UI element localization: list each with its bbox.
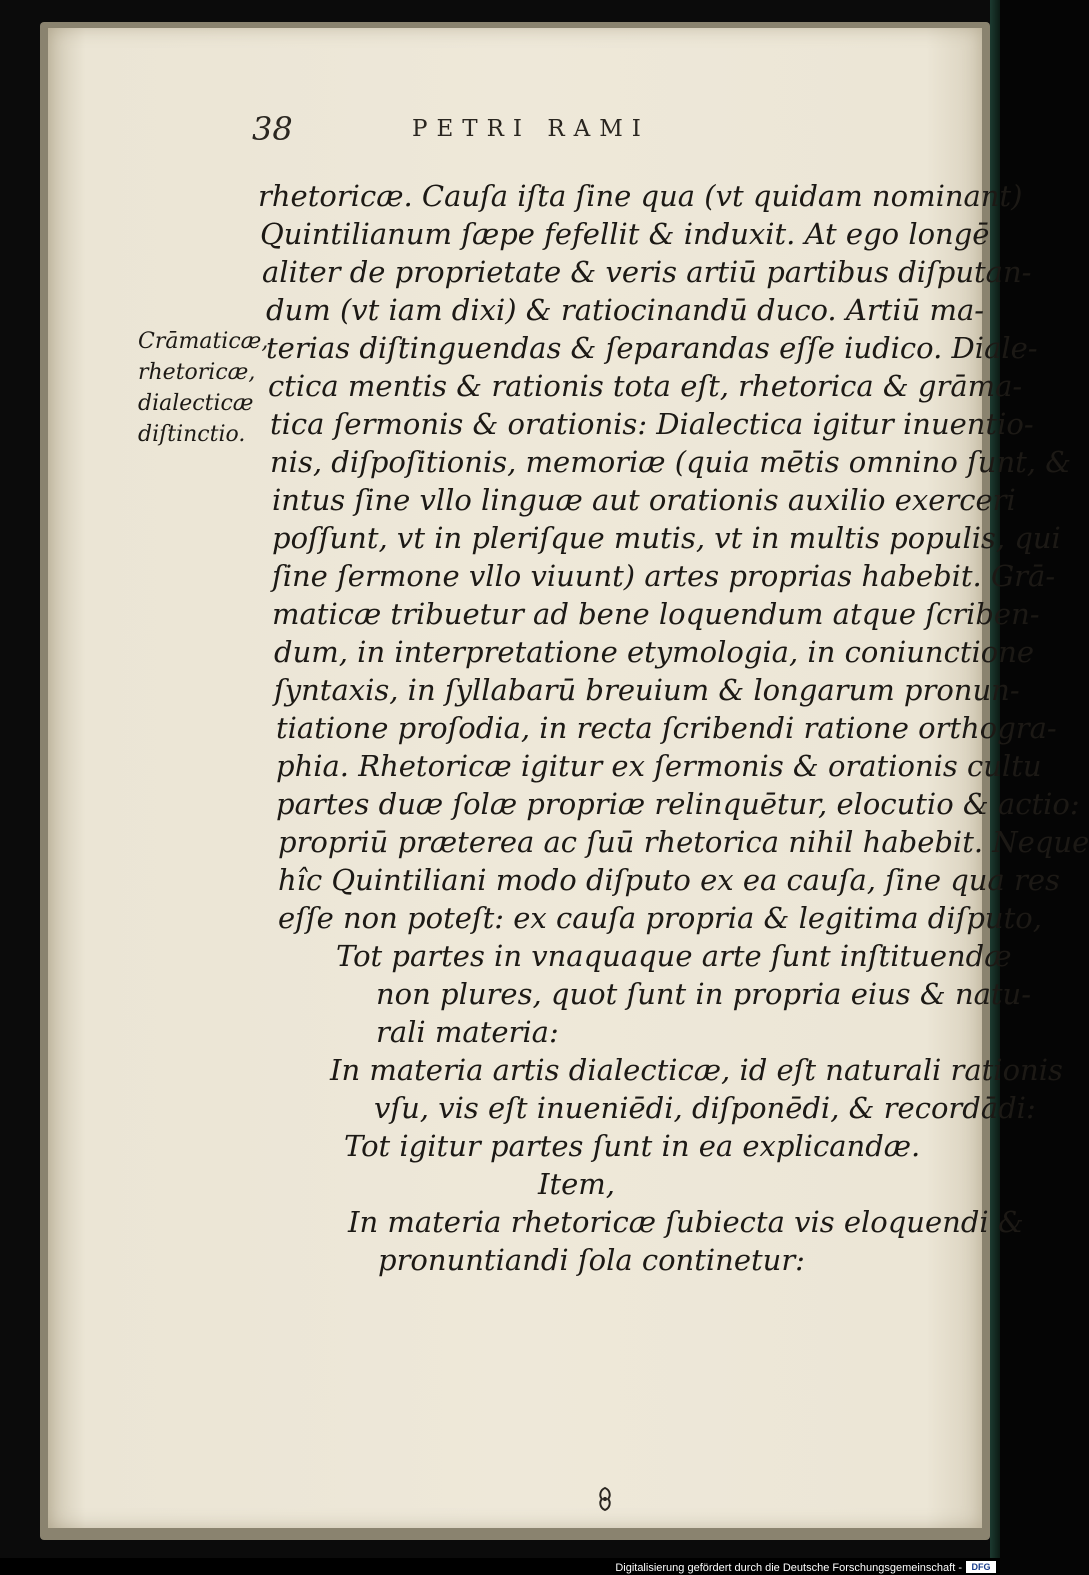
text-line: terias diſtinguendas & ſeparandas eſſe iudico. Diale- — [266, 331, 1038, 365]
text-line: hîc Quintiliani modo diſputo ex ea cauſa, ſine qua res — [278, 863, 1060, 897]
text-line: phia. Rhetoricæ igitur ex ſermonis & orationis cultu — [276, 749, 1042, 783]
text-line: poſſunt, vt in pleriſque mutis, vt in multis populis, qui — [272, 521, 1061, 555]
text-line: Item, — [538, 1167, 615, 1201]
text-line: rali materia: — [376, 1015, 559, 1049]
page-number: 38 — [252, 110, 293, 148]
text-line: rhetoricæ. Cauſa iſta ſine qua (vt quidam nominant) — [258, 179, 1023, 213]
text-line: maticæ tribuetur ad bene loquendum atque ſcriben- — [272, 597, 1040, 631]
text-line: dum (vt iam dixi) & ratiocinandū duco. Artiū ma- — [266, 293, 985, 327]
margin-note — [138, 326, 268, 450]
text-line: nis, diſpoſitionis, memoriæ (quia mētis omnino ſunt, & — [270, 445, 1072, 479]
text-line: Tot igitur partes ſunt in ea explicandæ. — [344, 1129, 921, 1163]
ornament-icon — [596, 1486, 614, 1512]
text-line: Quintilianum ſæpe fefellit & induxit. At ego longē — [260, 217, 990, 251]
text-line: In materia rhetoricæ ſubiecta vis eloquendi & — [348, 1205, 1024, 1239]
text-line: ctica mentis & rationis tota eſt, rhetorica & grāma- — [268, 369, 1023, 403]
text-line: ſine ſermone vllo viuunt) artes proprias habebit. Grā- — [272, 559, 1056, 593]
text-line: In materia artis dialecticæ, id eſt naturali rationis — [330, 1053, 1063, 1087]
page-header — [48, 110, 982, 150]
text-line: partes duæ ſolæ propriæ relinquētur, elocutio & actio: — [276, 787, 1080, 821]
funding-credit: Digitalisierung gefördert durch die Deutsche Forschungsgemeinschaft - — [615, 1562, 962, 1574]
footer-bar — [0, 1558, 1000, 1575]
text-line: tica ſermonis & orationis: Dialectica igitur inuentio- — [270, 407, 1034, 441]
text-line: propriū præterea ac ſuū rhetorica nihil habebit. Neque — [278, 825, 1089, 859]
dfg-logo: DFG — [966, 1561, 996, 1573]
text-line: tiatione proſodia, in recta ſcribendi ratione orthogra- — [276, 711, 1057, 745]
text-line: vſu, vis eſt inueniēdi, diſponēdi, & recordādi: — [374, 1091, 1036, 1125]
text-line: non plures, quot ſunt in propria eius & natu- — [376, 977, 1032, 1011]
text-line: dum, in interpretatione etymologia, in coniunctione — [274, 635, 1035, 669]
text-line: ſyntaxis, in ſyllabarū breuium & longarum pronun- — [274, 673, 1020, 707]
running-head: PETRI RAMI — [412, 116, 650, 142]
text-line: eſſe non poteſt: ex cauſa propria & legitima diſputo, — [278, 901, 1042, 935]
text-line: pronuntiandi ſola continetur: — [378, 1243, 805, 1277]
margin-note-line: Crāmaticæ, — [138, 329, 269, 354]
margin-note-line: diſtinctio. — [138, 422, 246, 447]
margin-note-line: dialecticæ — [138, 391, 254, 416]
text-line: intus ſine vllo linguæ aut orationis auxilio exerceri — [272, 483, 1016, 517]
margin-note-line: rhetoricæ, — [138, 360, 256, 385]
text-line: Tot partes in vnaquaque arte ſunt inſtituendæ — [336, 939, 1012, 973]
text-line: aliter de proprietate & veris artiū partibus diſputan- — [262, 255, 1032, 289]
book-page — [48, 28, 1089, 1528]
